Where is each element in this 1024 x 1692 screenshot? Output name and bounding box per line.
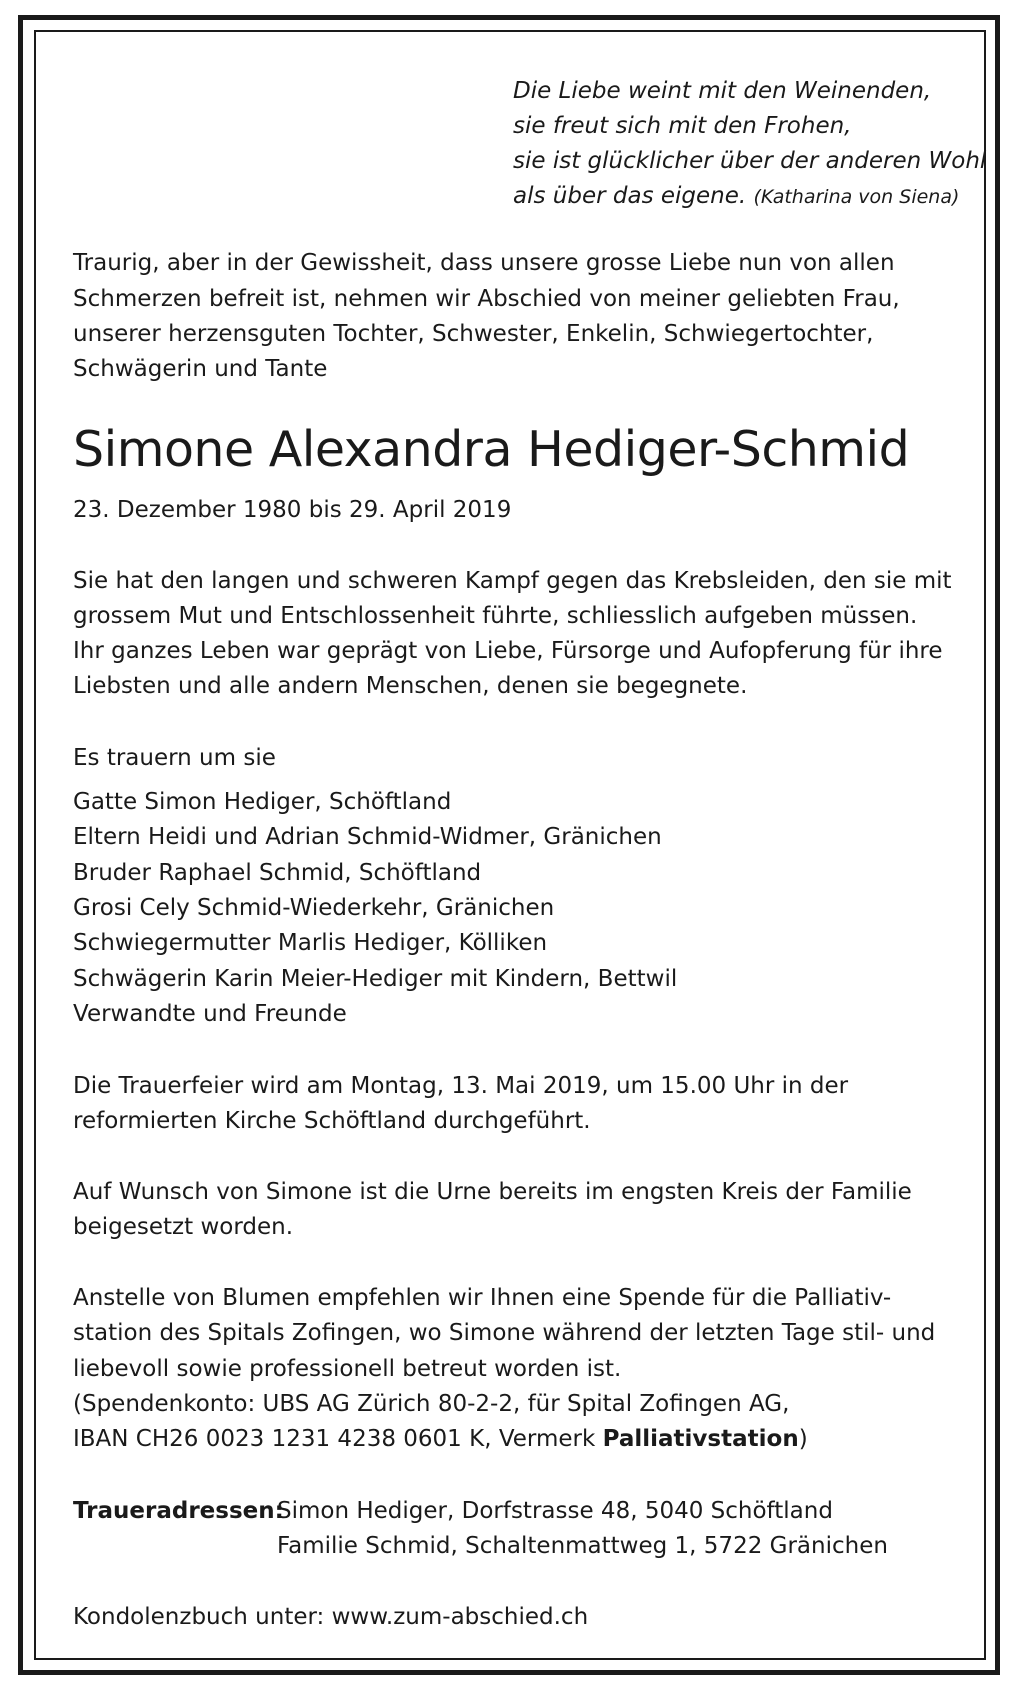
donation-line: liebevoll sowie professionell betreut worden ist. (73, 1356, 622, 1382)
mourner-line: Gatte Simon Hediger, Schöftland (73, 789, 452, 815)
tribute-line: grossem Mut und Entschlossenheit führte, schliesslich aufgeben müssen. (73, 603, 918, 629)
quote-line-text: als über das eigene. (513, 183, 747, 209)
quote-block (513, 74, 986, 215)
quote-line (513, 179, 986, 215)
quote-source: (Katharina von Siena) (753, 186, 960, 208)
mourner-line: Grosi Cely Schmid-Wiederkehr, Gränichen (73, 895, 555, 921)
quote-line: Die Liebe weint mit den Weinenden, (513, 78, 932, 104)
iban-close: ) (798, 1426, 808, 1452)
mourner-line: Schwiegermutter Marlis Hediger, Kölliken (73, 930, 548, 956)
ceremony-line: Die Trauerfeier wird am Montag, 13. Mai 2019, um 15.00 Uhr in der (73, 1073, 849, 1099)
quote-line: sie ist glücklicher über der anderen Wohl (513, 148, 987, 174)
intro-line: Schmerzen befreit ist, nehmen wir Abschied von meiner geliebten Frau, (73, 286, 900, 312)
tribute-line: Ihr ganzes Leben war geprägt von Liebe, Fürsorge und Aufopferung für ihre (73, 638, 943, 664)
tribute-line: Liebsten und alle andern Menschen, denen sie begegnete. (73, 673, 748, 699)
quote-line: sie freut sich mit den Frohen, (513, 113, 852, 139)
mourner-line: Schwägerin Karin Meier-Hediger mit Kindern, Bettwil (73, 966, 678, 992)
address-line: Familie Schmid, Schaltenmattweg 1, 5722 Gränichen (277, 1533, 888, 1559)
intro-line: Traurig, aber in der Gewissheit, dass unsere grosse Liebe nun von allen (73, 250, 895, 276)
iban-line (73, 1428, 808, 1451)
ceremony-line: reformierten Kirche Schöftland durchgeführt. (73, 1108, 591, 1134)
condolence-line: Kondolenzbuch unter: www.zum-abschied.ch (73, 1604, 589, 1630)
donation-line: Anstelle von Blumen empfehlen wir Ihnen eine Spende für die Palliativ- (73, 1285, 892, 1311)
donation-line: station des Spitals Zofingen, wo Simone während der letzten Tage stil- und (73, 1320, 936, 1346)
life-dates: 23. Dezember 1980 bis 29. April 2019 (73, 497, 512, 523)
mourner-line: Eltern Heidi und Adrian Schmid-Widmer, Gränichen (73, 824, 662, 850)
mourner-line: Verwandte und Freunde (73, 1001, 347, 1027)
iban-text: IBAN CH26 0023 1231 4238 0601 K, Vermerk (73, 1426, 603, 1452)
mourners-heading: Es trauern um sie (73, 745, 276, 771)
intro-line: Schwägerin und Tante (73, 356, 328, 382)
mourner-line: Bruder Raphael Schmid, Schöftland (73, 860, 482, 886)
intro-line: unserer herzensguten Tochter, Schwester, Enkelin, Schwiegertochter, (73, 321, 874, 347)
iban-remark: Palliativstation (602, 1426, 799, 1452)
donation-line: (Spendenkonto: UBS AG Zürich 80-2-2, für Spital Zofingen AG, (73, 1391, 790, 1417)
address-line: Simon Hediger, Dorfstrasse 48, 5040 Schöftland (277, 1498, 833, 1524)
deceased-name: Simone Alexandra Hediger-Schmid (73, 421, 910, 478)
addresses-label: Traueradressen: (73, 1498, 284, 1524)
urn-line: beigesetzt worden. (73, 1214, 294, 1240)
tribute-line: Sie hat den langen und schweren Kampf gegen das Krebsleiden, den sie mit (73, 568, 952, 594)
urn-line: Auf Wunsch von Simone ist die Urne bereits im engsten Kreis der Familie (73, 1179, 912, 1205)
